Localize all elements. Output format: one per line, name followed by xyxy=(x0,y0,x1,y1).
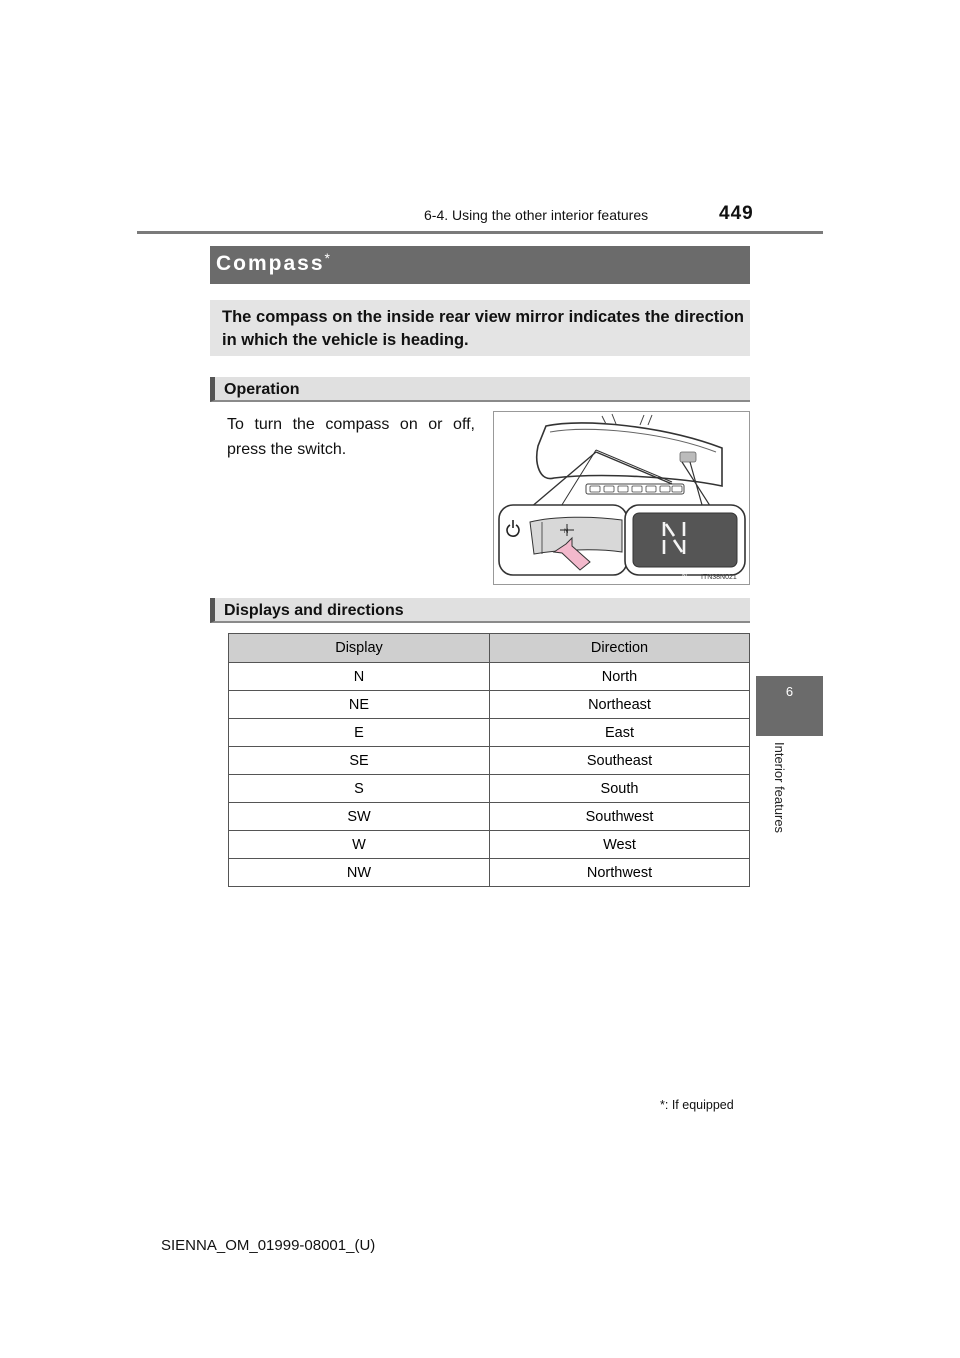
direction-cell: South xyxy=(490,775,750,803)
direction-cell: East xyxy=(490,719,750,747)
table-row xyxy=(229,803,750,831)
display-cell: NW xyxy=(229,859,490,887)
direction-cell: Southwest xyxy=(490,803,750,831)
asterisk-icon: * xyxy=(324,250,330,266)
table-header-row xyxy=(229,634,750,663)
chapter-number: 6 xyxy=(785,684,794,699)
display-char: N xyxy=(682,573,688,580)
footnote xyxy=(660,1098,734,1112)
compass-mirror-figure xyxy=(493,411,750,585)
intro-text: The compass on the inside rear view mirror indicates the direction in which the vehicle is heading. xyxy=(222,308,744,349)
table-row xyxy=(229,663,750,691)
figure-code: ITN38N021 xyxy=(701,574,737,581)
operation-text: To turn the compass on or off, press the switch. xyxy=(227,416,475,458)
direction-cell: Northwest xyxy=(490,859,750,887)
display-cell: W xyxy=(229,831,490,859)
direction-cell: West xyxy=(490,831,750,859)
display-cell: S xyxy=(229,775,490,803)
display-cell: SE xyxy=(229,747,490,775)
direction-cell: North xyxy=(490,663,750,691)
directions-table xyxy=(228,633,750,887)
page-number: 449 xyxy=(719,203,754,224)
section-heading-displays: Displays and directions xyxy=(224,602,404,619)
header-rule xyxy=(137,231,823,234)
direction-cell: Southeast xyxy=(490,747,750,775)
column-header-display: Display xyxy=(229,634,490,663)
display-cell: E xyxy=(229,719,490,747)
table-row xyxy=(229,719,750,747)
document-code: SIENNA_OM_01999-08001_(U) xyxy=(161,1237,376,1254)
chapter-label-text: Interior features xyxy=(772,742,787,834)
asterisk-icon: * xyxy=(660,1098,665,1112)
page-title xyxy=(216,252,330,276)
chapter-label xyxy=(771,742,791,862)
page-title-text: Compass xyxy=(216,252,325,275)
display-cell: N xyxy=(229,663,490,691)
table-row xyxy=(229,831,750,859)
table-row xyxy=(229,747,750,775)
direction-cell: Northeast xyxy=(490,691,750,719)
header-section-title: 6-4. Using the other interior features xyxy=(424,207,649,223)
section-heading-operation: Operation xyxy=(224,381,300,398)
table-row xyxy=(229,691,750,719)
mirror-illustration xyxy=(494,412,749,584)
table-row xyxy=(229,775,750,803)
svg-text:N: N xyxy=(564,529,569,535)
column-header-direction: Direction xyxy=(490,634,750,663)
display-cell: NE xyxy=(229,691,490,719)
footnote-text: : If equipped xyxy=(664,1098,734,1112)
display-cell: SW xyxy=(229,803,490,831)
table-row xyxy=(229,859,750,887)
